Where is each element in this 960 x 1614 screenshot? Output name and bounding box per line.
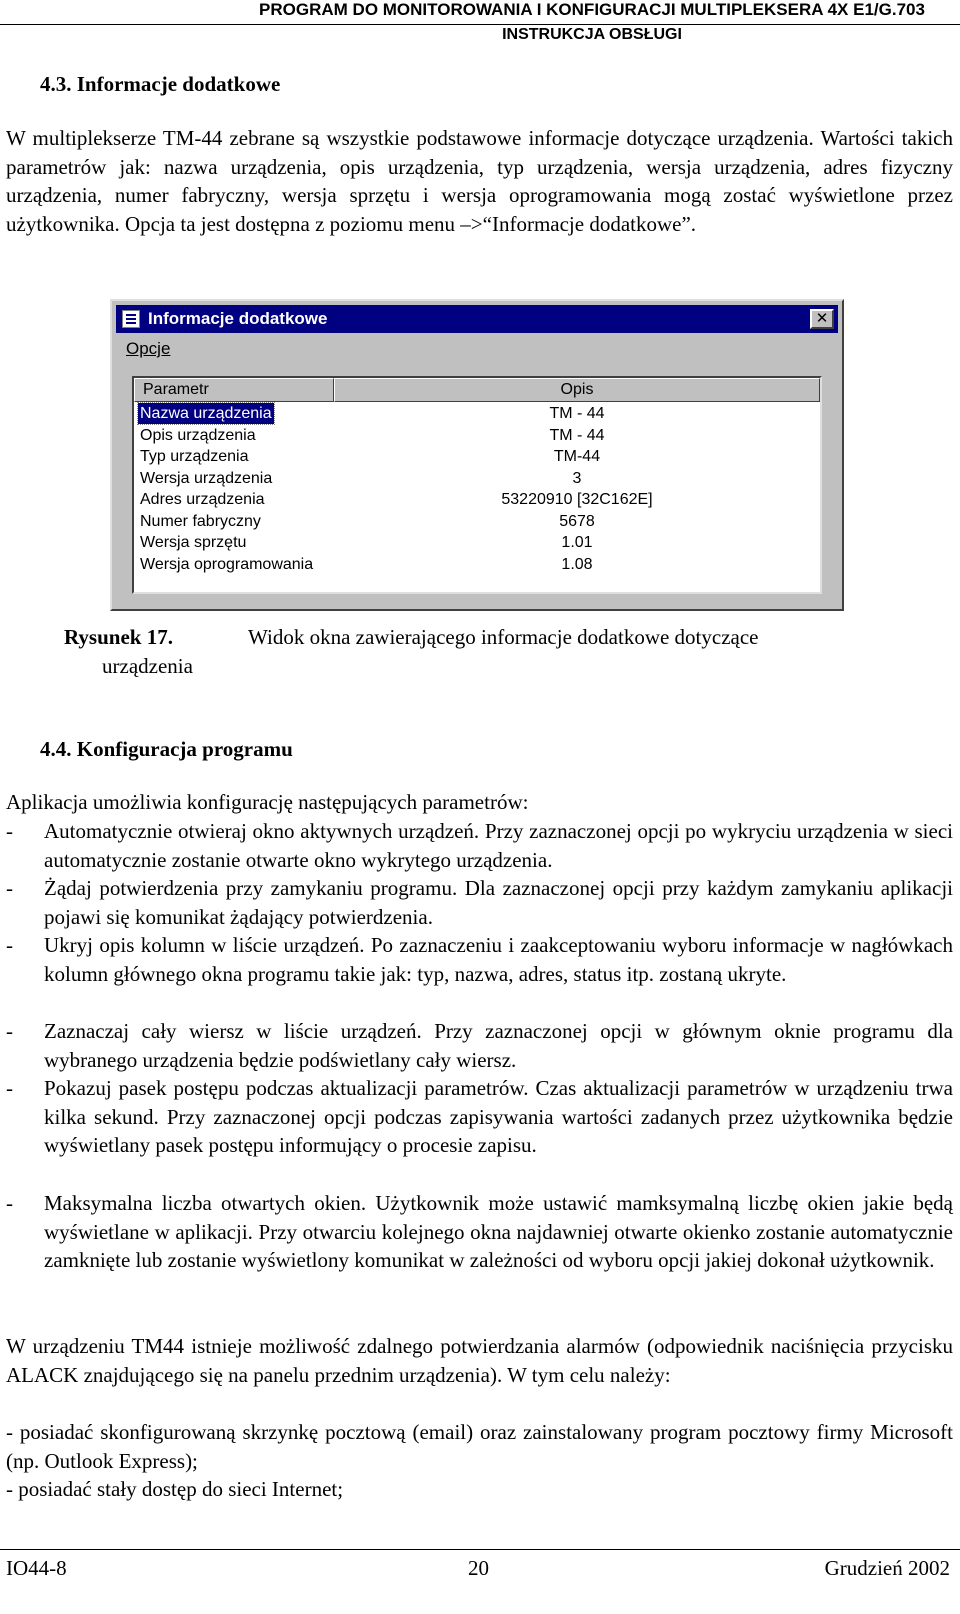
column-header-opis[interactable]: Opis	[334, 378, 820, 402]
row-param: Adres urządzenia	[140, 491, 265, 508]
window-titlebar[interactable]	[116, 305, 838, 333]
config-item-1: Automatycznie otwieraj okno aktywnych urządzeń. Przy zaznaczonej opcji po wykryciu urządzenia w sieci automatycznie zostanie otwarte okno wykrytego urządzenia.	[44, 819, 953, 872]
figure-caption-text-2: urządzenia	[102, 654, 193, 678]
list-row[interactable]	[134, 489, 820, 511]
list-item-dash: -	[6, 1076, 13, 1100]
row-value: 5678	[559, 512, 595, 530]
list-item-dash: -	[6, 1019, 13, 1043]
info-window	[110, 299, 844, 611]
list-row[interactable]	[134, 403, 820, 425]
list-item-dash: -	[6, 1191, 13, 1215]
section-4-3-heading: 4.3. Informacje dodatkowe	[40, 72, 281, 96]
alarm-paragraph: W urządzeniu TM44 istnieje możliwość zdalnego potwierdzania alarmów (odpowiednik naciśnięcia przycisku ALACK znajdującego się na panelu przednim urządzenia). W tym celu należy:	[6, 1334, 953, 1387]
footer-rule	[0, 1549, 960, 1550]
config-item-4: Zaznaczaj cały wiersz w liście urządzeń. Przy zaznaczonej opcji w głównym oknie programu dla wybranego urządzenia będzie podświetlany cały wiersz.	[44, 1019, 953, 1072]
list-row[interactable]	[134, 468, 820, 490]
row-param: Wersja urządzenia	[140, 469, 273, 487]
row-value: 53220910 [32C162E]	[501, 491, 653, 508]
footer-doc-id: IO44-8	[6, 1556, 67, 1580]
row-value: 1.08	[561, 555, 593, 573]
menu-opcje[interactable]: Opcje	[126, 339, 171, 358]
header-rule	[0, 24, 960, 25]
document-header-title: PROGRAM DO MONITOROWANIA I KONFIGURACJI MULTIPLEKSERA 4X E1/G.703	[259, 0, 925, 19]
figure-caption-text: Widok okna zawierającego informacje dodatkowe dotyczące	[248, 625, 759, 649]
row-param: Typ urządzenia	[140, 448, 249, 465]
row-value: 1.01	[561, 534, 593, 551]
row-value: 3	[572, 469, 582, 487]
row-param: Wersja oprogramowania	[140, 555, 314, 573]
config-intro: Aplikacja umożliwia konfigurację następujących parametrów:	[6, 790, 529, 814]
list-row[interactable]	[134, 446, 820, 468]
config-item-5: Pokazuj pasek postępu podczas aktualizacji parametrów. Czas aktualizacji parametrów w urządzeniu trwa kilka sekund. Przy zaznaczonej opcji podczas zapisywania wartości zadanych przez użytkownika będzie wyświetlany pasek postępu informujący o procesie zapisu.	[44, 1076, 953, 1158]
list-row[interactable]	[134, 554, 820, 576]
row-value: TM - 44	[549, 426, 605, 444]
figure-label: Rysunek 17.	[64, 625, 173, 649]
list-item-dash: -	[6, 933, 13, 957]
config-item-3: Ukryj opis kolumn w liście urządzeń. Po zaznaczeniu i zaakceptowaniu wyboru informacje w nagłówkach kolumn głównego okna programu takie jak: typ, nazwa, adres, status itp. zostaną ukryte.	[44, 933, 953, 986]
window-menubar	[126, 339, 170, 359]
list-item-dash: -	[6, 819, 13, 843]
row-param: Nazwa urządzenia	[140, 405, 272, 422]
document-header-subtitle: INSTRUKCJA OBSŁUGI	[502, 26, 682, 43]
row-value: TM - 44	[549, 405, 605, 422]
parameters-list[interactable]	[132, 376, 822, 594]
config-item-2: Żądaj potwierdzenia przy zamykaniu programu. Dla zaznaczonej opcji przy każdym zamykaniu aplikacji pojawi się komunikat żądający potwierdzenia.	[44, 876, 953, 929]
list-row[interactable]	[134, 532, 820, 554]
window-app-icon	[122, 310, 140, 328]
list-item-dash: -	[6, 876, 13, 900]
list-row[interactable]	[134, 425, 820, 447]
footer-page-number: 20	[468, 1556, 489, 1580]
window-title: Informacje dodatkowe	[148, 309, 328, 328]
row-value: TM-44	[553, 448, 601, 465]
row-param: Numer fabryczny	[140, 512, 261, 530]
close-button[interactable]: ✕	[810, 309, 834, 329]
requirement-2: - posiadać stały dostęp do sieci Internet;	[6, 1477, 344, 1501]
row-param: Wersja sprzętu	[140, 534, 247, 551]
section-4-3-paragraph: W multiplekserze TM-44 zebrane są wszystkie podstawowe informacje dotyczące urządzenia. Wartości takich parametrów jak: nazwa urządzenia, opis urządzenia, typ urządzenia, wersja urządzenia, adres fizyczny urządzenia, numer fabryczny, wersja sprzętu i wersja oprogramowania mogą zostać wyświetlone przez użytkownika. Opcja ta jest dostępna z poziomu menu –>“Informacje dodatkowe”.	[6, 126, 953, 236]
section-4-4-heading: 4.4. Konfiguracja programu	[40, 737, 293, 761]
list-row[interactable]	[134, 511, 820, 533]
footer-date: Grudzień 2002	[824, 1556, 950, 1580]
row-param: Opis urządzenia	[140, 426, 256, 444]
config-item-6: Maksymalna liczba otwartych okien. Użytkownik może ustawić mamksymalną liczbę okien jakie będą wyświetlane w aplikacji. Przy otwarciu kolejnego okna najdawniej otwarte okienko zostanie automatycznie zamknięte lub zostanie wyświetlony komunikat w zależności od wyboru opcji jakiej dokonał użytkownik.	[44, 1191, 953, 1273]
column-header-parametr[interactable]: Parametr	[134, 378, 334, 402]
requirement-1: - posiadać skonfigurowaną skrzynkę pocztową (email) oraz zainstalowany program pocztowy firmy Microsoft (np. Outlook Express);	[6, 1420, 953, 1473]
